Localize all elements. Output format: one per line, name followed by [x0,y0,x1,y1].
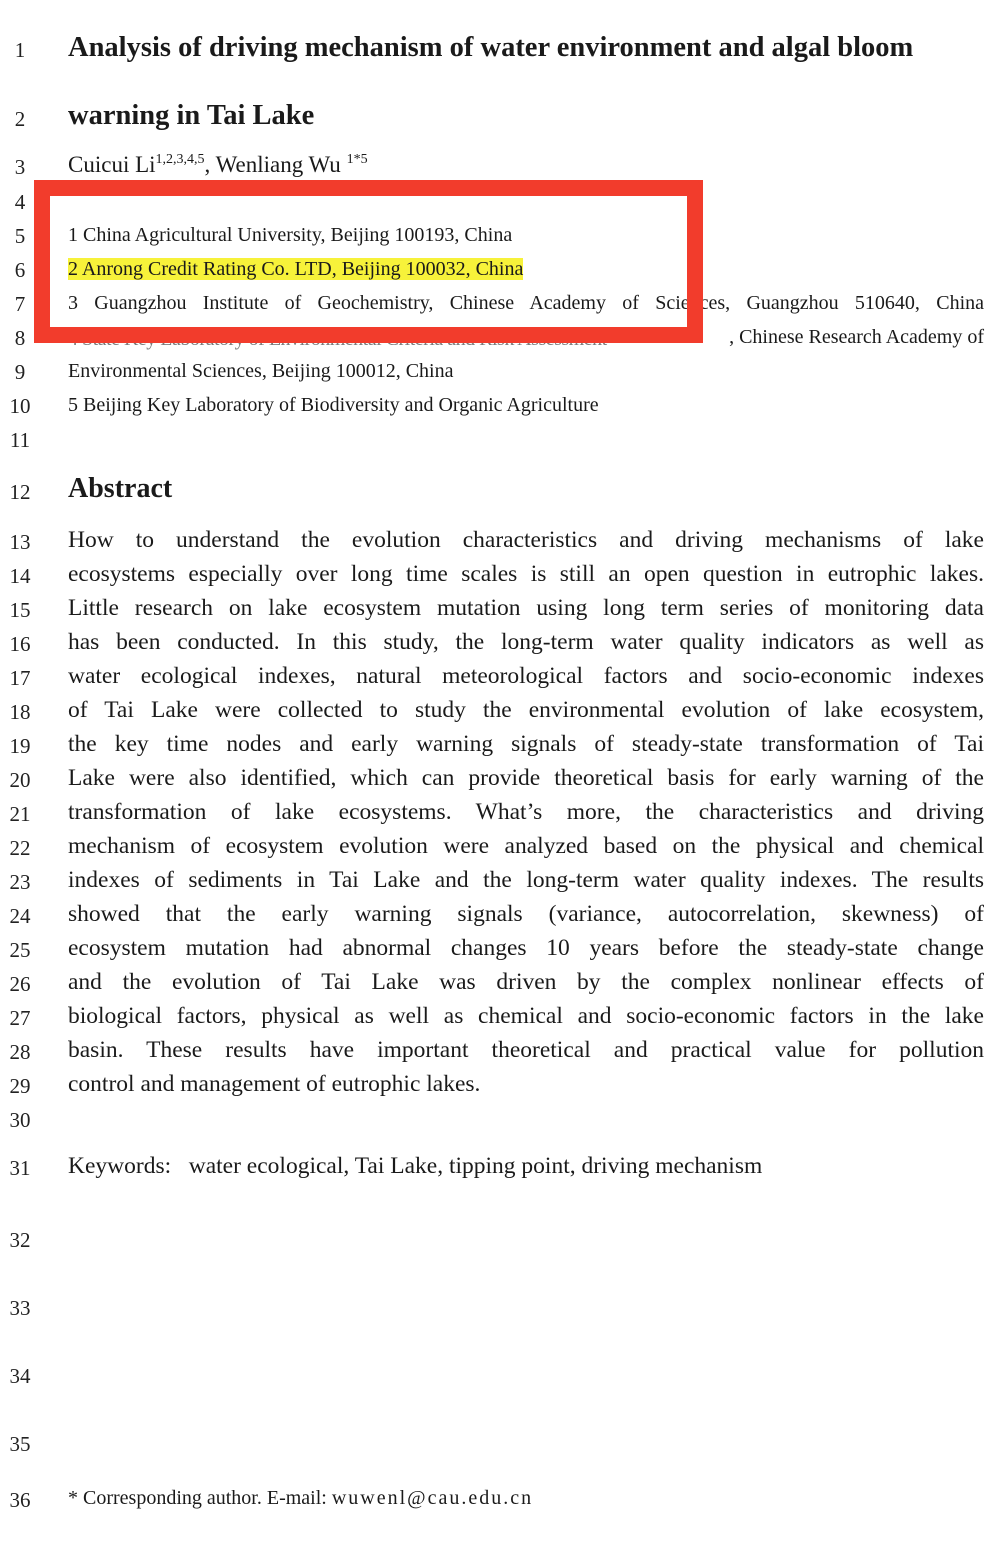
line-number: 29 [9,1074,31,1098]
abstract-heading: Abstract [68,473,173,504]
line-number: 6 [14,258,26,282]
abstract-line: the key time nodes and early warning signals of steady-state transformation of Tai [68,731,984,757]
line-number: 33 [9,1296,31,1320]
line-number: 4 [14,190,26,214]
abstract-line: ecosystems especially over long time scales is still an open question in eutrophic lakes. [68,561,984,587]
line-number: 21 [9,802,31,826]
paper-title-line-2: warning in Tai Lake [68,100,315,131]
affiliation-5: 5 Beijing Key Laboratory of Biodiversity and Organic Agriculture [68,394,599,416]
line-number: 36 [9,1488,31,1512]
line-number: 3 [14,155,26,179]
abstract-line: ecosystem mutation had abnormal changes 10 years before the steady-state change [68,935,984,961]
affiliation-3: 3 Guangzhou Institute of Geochemistry, Chinese Academy of Sciences, Guangzhou 510640, China [68,292,984,314]
abstract-line: Little research on lake ecosystem mutation using long term series of monitoring data [68,595,984,621]
highlighted-affiliation: 2 Anrong Credit Rating Co. LTD, Beijing 100032, China [68,258,524,280]
author-name: Wenliang Wu [215,152,341,177]
line-number: 23 [9,870,31,894]
line-number: 24 [9,904,31,928]
author-affiliation-marks: 1*5 [346,152,368,167]
line-number: 7 [14,292,26,316]
line-number: 18 [9,700,31,724]
affiliation-1: 1 China Agricultural University, Beijing 100193, China [68,224,513,246]
abstract-line: basin. These results have important theoretical and practical value for pollution [68,1037,984,1063]
line-number: 14 [9,564,31,588]
abstract-line: indexes of sediments in Tai Lake and the long-term water quality indexes. The results [68,867,984,893]
author-list [68,152,368,178]
occluded-text: 4 State Key Laboratory of Environmental Criteria and Risk Assessment [66,325,706,353]
author-affiliation-marks: 1,2,3,4,5 [155,152,205,167]
abstract-line: transformation of lake ecosystems. What’s more, the characteristics and driving [68,799,984,825]
line-number: 25 [9,938,31,962]
line-number: 27 [9,1006,31,1030]
line-number: 11 [9,428,31,452]
line-number: 10 [9,394,31,418]
line-number: 19 [9,734,31,758]
line-number: 16 [9,632,31,656]
line-number: 9 [14,360,26,384]
corresponding-author-footnote [68,1487,533,1510]
paper-title-line-1: Analysis of driving mechanism of water environment and algal bloom [68,32,914,63]
line-number: 1 [14,38,26,62]
line-number: 32 [9,1228,31,1252]
line-number: 15 [9,598,31,622]
line-number: 31 [9,1156,31,1180]
author-separator: , [204,152,216,177]
line-number: 2 [14,107,26,131]
line-number: 35 [9,1432,31,1456]
line-number: 12 [9,480,31,504]
abstract-line: of Tai Lake were collected to study the environmental evolution of lake ecosystem, [68,697,984,723]
abstract-line: biological factors, physical as well as chemical and socio-economic factors in the lake [68,1003,984,1029]
abstract-line: How to understand the evolution characteristics and driving mechanisms of lake [68,527,984,553]
email-link[interactable]: wuwenl@cau.edu.cn [331,1487,534,1509]
keywords: Keywords: water ecological, Tai Lake, tipping point, driving mechanism [68,1153,763,1179]
line-number: 22 [9,836,31,860]
affiliation-2 [68,258,523,281]
line-number: 30 [9,1108,31,1132]
abstract-line: has been conducted. In this study, the long-term water quality indicators as well as [68,629,984,655]
line-number: 26 [9,972,31,996]
abstract-line: and the evolution of Tai Lake was driven by the complex nonlinear effects of [68,969,984,995]
author-name: Cuicui Li [68,152,156,177]
affiliation-4-partial: , Chinese Research Academy of [729,326,984,348]
line-number: 13 [9,530,31,554]
line-number: 5 [14,224,26,248]
abstract-line: showed that the early warning signals (variance, autocorrelation, skewness) of [68,901,984,927]
line-number: 20 [9,768,31,792]
abstract-line: mechanism of ecosystem evolution were analyzed based on the physical and chemical [68,833,984,859]
affiliation-4-continued: Environmental Sciences, Beijing 100012, China [68,360,454,382]
line-number: 17 [9,666,31,690]
footnote-label: * Corresponding author. E-mail: [68,1487,332,1509]
line-number: 28 [9,1040,31,1064]
abstract-line: control and management of eutrophic lakes. [68,1071,481,1097]
abstract-line: Lake were also identified, which can provide theoretical basis for early warning of the [68,765,984,791]
line-number: 8 [14,326,26,350]
line-number: 34 [9,1364,31,1388]
abstract-line: water ecological indexes, natural meteorological factors and socio-economic indexes [68,663,984,689]
